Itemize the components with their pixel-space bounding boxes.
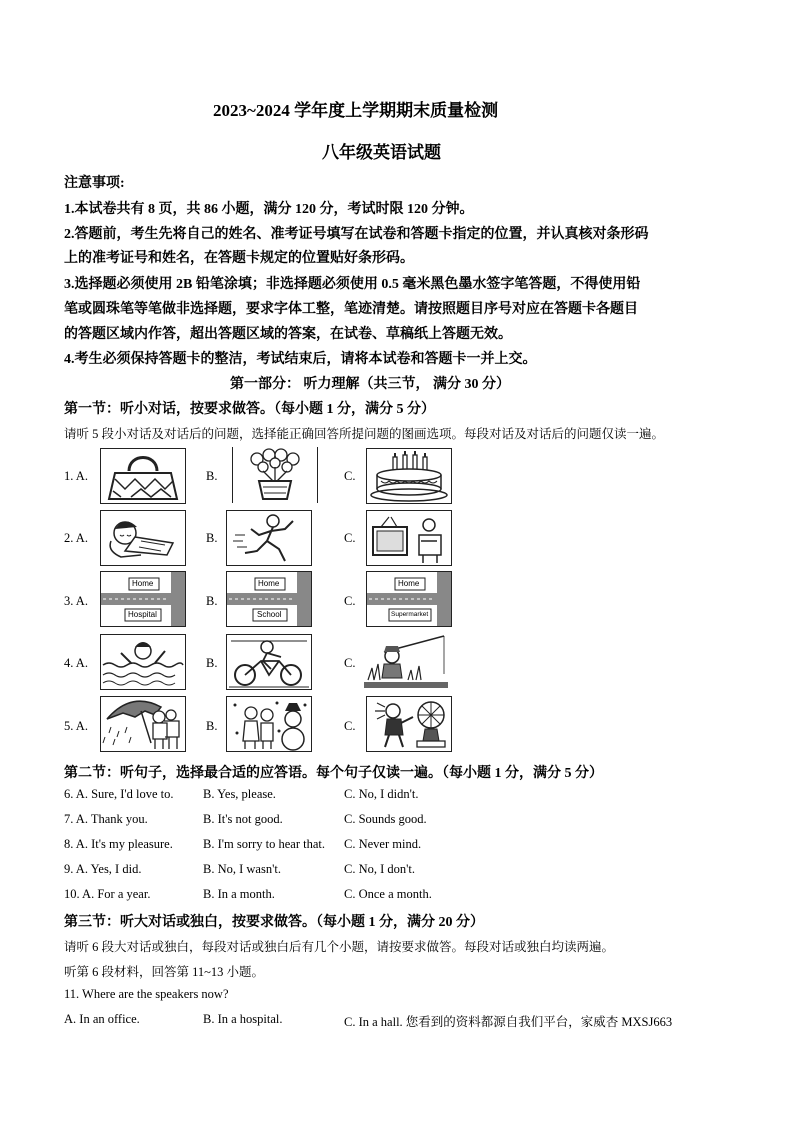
q6-option-a[interactable]: 6. A. Sure, I'd love to. — [64, 787, 174, 801]
q11-option-a[interactable]: A. In an office. — [64, 1012, 140, 1026]
q8-option-c[interactable]: C. Never mind. — [344, 837, 422, 851]
section1-heading: 第一节：听小对话，按要求做答。（每小题 1 分，满分 5 分） — [64, 402, 435, 417]
map-supermarket-picture[interactable] — [366, 571, 452, 627]
snowy-weather-picture[interactable] — [226, 696, 312, 752]
section2-heading: 第二节：听句子，选择最合适的应答语。每个句子仅读一遍。（每小题 1 分，满分 5 分） — [64, 766, 603, 781]
map-hospital-label: Hospital — [128, 610, 157, 619]
note-line-3a: 3.选择题必须使用 2B 铅笔涂填；非选择题必须使用 0.5 毫米黑色墨水签字笔答题，不得使用铅 — [64, 277, 641, 292]
section3-instruction: 请听 6 段大对话或独白，每段对话或独白后有几个小题，请按要求做答。每段对话或独白均读两遍。 — [64, 940, 615, 954]
q5-label-b: B. — [206, 719, 218, 733]
rainy-weather-picture[interactable] — [100, 696, 186, 752]
windy-weather-picture[interactable] — [366, 696, 452, 752]
exam-title: 2023~2024 学年度上学期期末质量检测 — [213, 101, 499, 120]
note-line-3b: 笔或圆珠笔等笔做非选择题，要求字体工整，笔迹清楚。请按照题目序号对应在答题卡各题目 — [64, 302, 638, 317]
map-supermarket-label: Supermarket — [391, 611, 429, 618]
q9-option-b[interactable]: B. No, I wasn't. — [203, 862, 281, 876]
q2-label-b: B. — [206, 531, 218, 545]
q1-label-b: B. — [206, 469, 218, 483]
exam-subtitle: 八年级英语试题 — [322, 143, 441, 162]
q3-label-b: B. — [206, 594, 218, 608]
q4-label-b: B. — [206, 656, 218, 670]
note-line-3c: 的答题区域内作答，超出答题区域的答案，在试卷、草稿纸上答题无效。 — [64, 327, 512, 342]
q11-option-b[interactable]: B. In a hospital. — [203, 1012, 283, 1026]
handbag-picture[interactable] — [100, 448, 186, 504]
q7-option-a[interactable]: 7. A. Thank you. — [64, 812, 148, 826]
q6-option-b[interactable]: B. Yes, please. — [203, 787, 276, 801]
q10-option-b[interactable]: B. In a month. — [203, 887, 275, 901]
q5-label-c: C. — [344, 719, 356, 733]
q2-label-a: 2. A. — [64, 531, 88, 545]
part1-heading: 第一部分： 听力理解（共三节， 满分 30 分） — [230, 377, 510, 392]
swimming-picture[interactable] — [100, 634, 186, 690]
q10-option-c[interactable]: C. Once a month. — [344, 887, 432, 901]
note-line-4: 4.考生必须保持答题卡的整洁，考试结束后，请将本试卷和答题卡一并上交。 — [64, 352, 537, 367]
q11-option-c[interactable]: C. In a hall. 您看到的资料都源自我们平台，家威杏 MXSJ663 — [344, 1015, 673, 1029]
q3-label-c: C. — [344, 594, 356, 608]
q5-label-a: 5. A. — [64, 719, 88, 733]
map-home-label: Home — [258, 579, 280, 588]
q8-option-a[interactable]: 8. A. It's my pleasure. — [64, 837, 173, 851]
section1-instruction: 请听 5 段小对话及对话后的问题，选择能正确回答所提问题的图画选项。每段对话及对话后的问题仅读一遍。 — [64, 427, 665, 441]
q1-label-c: C. — [344, 469, 356, 483]
q10-option-a[interactable]: 10. A. For a year. — [64, 887, 151, 901]
q7-option-c[interactable]: C. Sounds good. — [344, 812, 427, 826]
map-home-label: Home — [398, 579, 420, 588]
map-hospital-picture[interactable] — [100, 571, 186, 627]
note-line-2a: 2.答题前，考生先将自己的姓名、准考证号填写在试卷和答题卡指定的位置，并认真核对条形码 — [64, 227, 649, 242]
cycling-picture[interactable] — [226, 634, 312, 690]
q3-label-a: 3. A. — [64, 594, 88, 608]
q1-label-a: 1. A. — [64, 469, 88, 483]
birthday-cake-picture[interactable] — [366, 448, 452, 504]
note-line-1: 1.本试卷共有 8 页，共 86 小题，满分 120 分，考试时限 120 分钟。 — [64, 202, 474, 217]
note-line-2b: 上的准考证号和姓名，在答题卡规定的位置贴好条形码。 — [64, 251, 414, 266]
q11-question: 11. Where are the speakers now? — [64, 987, 229, 1001]
q7-option-b[interactable]: B. It's not good. — [203, 812, 283, 826]
q9-option-a[interactable]: 9. A. Yes, I did. — [64, 862, 142, 876]
map-school-picture[interactable] — [226, 571, 312, 627]
sleeping-boy-picture[interactable] — [100, 510, 186, 566]
running-boy-picture[interactable] — [226, 510, 312, 566]
fishing-picture[interactable] — [364, 634, 448, 688]
map-school-label: School — [257, 610, 282, 619]
q4-label-a: 4. A. — [64, 656, 88, 670]
section3-heading: 第三节：听大对话或独白，按要求做答。（每小题 1 分，满分 20 分） — [64, 915, 484, 930]
q6-option-c[interactable]: C. No, I didn't. — [344, 787, 419, 801]
q8-option-b[interactable]: B. I'm sorry to hear that. — [203, 837, 326, 851]
flower-vase-picture[interactable] — [232, 447, 318, 503]
watching-tv-picture[interactable] — [366, 510, 452, 566]
q9-option-c[interactable]: C. No, I don't. — [344, 862, 416, 876]
q2-label-c: C. — [344, 531, 356, 545]
notes-heading: 注意事项: — [64, 176, 125, 191]
map-home-label: Home — [132, 579, 154, 588]
q4-label-c: C. — [344, 656, 356, 670]
section3-sub: 听第 6 段材料，回答第 11~13 小题。 — [64, 965, 265, 979]
